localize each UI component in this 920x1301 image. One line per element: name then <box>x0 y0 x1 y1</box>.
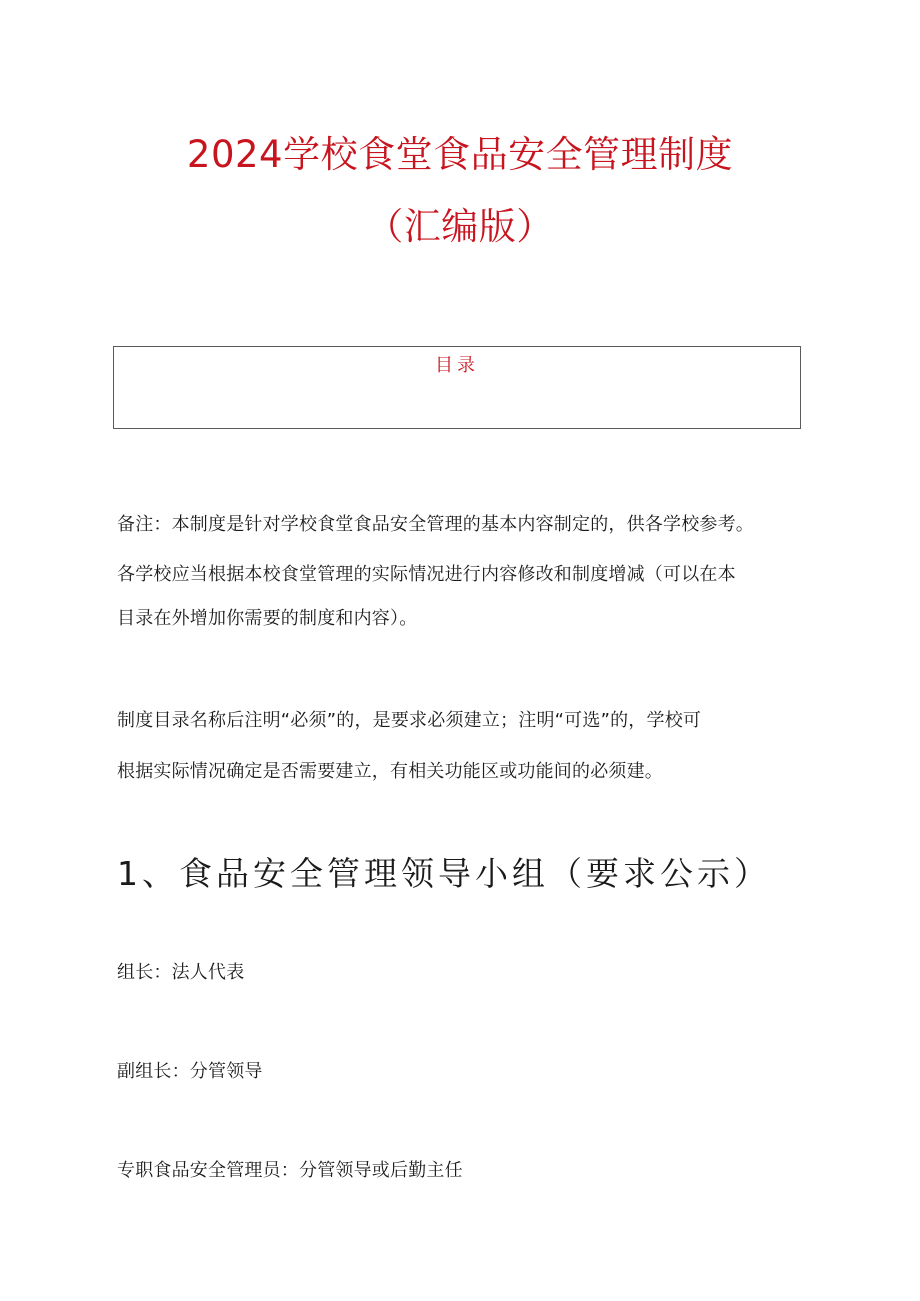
note-line-2: 各学校应当根据本校食堂管理的实际情况进行内容修改和制度增减（可以在本 <box>117 564 736 585</box>
toc-heading: 目录 <box>435 355 479 376</box>
directory-note-line-2: 根据实际情况确定是否需要建立，有相关功能区或功能间的必须建。 <box>117 761 663 782</box>
note-line-3: 目录在外增加你需要的制度和内容）。 <box>117 608 418 629</box>
section-1-heading: 1、食品安全管理领导小组（要求公示） <box>117 854 771 893</box>
note-line-1: 备注：本制度是针对学校食堂食品安全管理的基本内容制定的，供各学校参考。 <box>117 514 754 535</box>
document-title: 2024学校食堂食品安全管理制度 <box>186 133 734 176</box>
deputy-leader-line: 副组长：分管领导 <box>117 1061 263 1082</box>
safety-officer-line: 专职食品安全管理员：分管领导或后勤主任 <box>117 1160 463 1181</box>
leader-line: 组长：法人代表 <box>117 962 245 983</box>
directory-note-line-1: 制度目录名称后注明“必须”的，是要求必须建立；注明“可选”的，学校可 <box>117 710 702 731</box>
document-subtitle: （汇编版） <box>366 205 554 248</box>
table-of-contents-box <box>113 346 801 429</box>
